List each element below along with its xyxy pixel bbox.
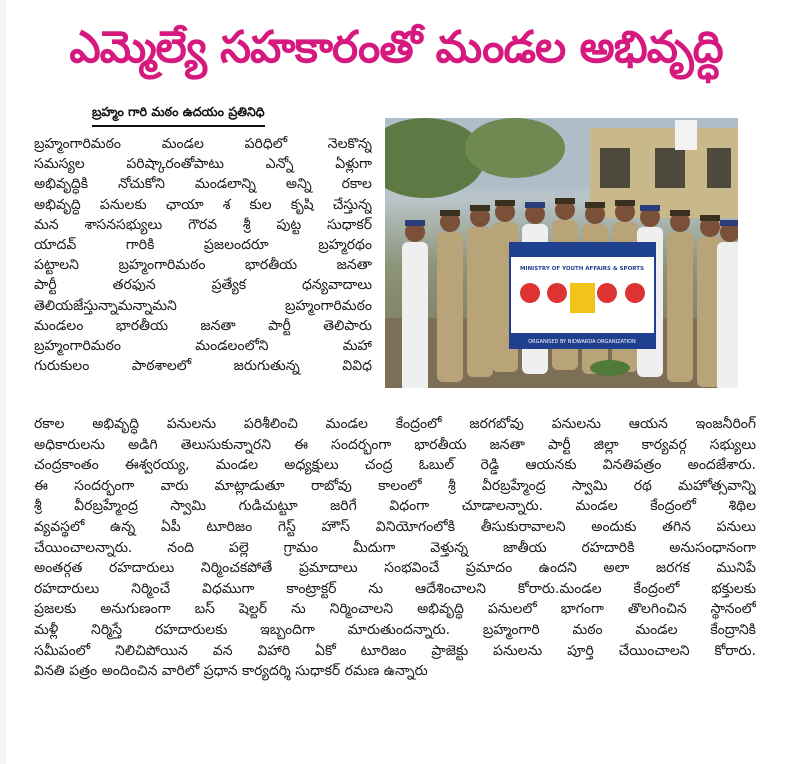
page-edge	[0, 0, 6, 764]
wide-line: ఈ సందర్భంగా వారు మాట్లాడుతూ రాబోవు కాలంలో శ్రీ వీరబ్రహ్మేంద్ర స్వామి రథ మహోత్సవాన్ని	[34, 477, 756, 494]
column-line: అభివృద్ధికి నోచుకోని మండలాన్ని అన్ని రకాల	[34, 176, 372, 193]
headline-box	[26, 12, 766, 94]
crowd-person	[467, 205, 493, 377]
photo-banner-icon-4	[625, 283, 645, 303]
wide-line: చంద్రకాంతం ఈశ్వరయ్య, మండల అధ్యక్షులు చంద్ర ఓబుల్ రెడ్డి ఆయనకు వినతిపత్రం అందజేశారు.	[34, 457, 756, 474]
column-line: బ్రహ్మంగారిమఠం మండల పరిధిలో నెలకొన్న	[34, 136, 372, 152]
wide-line: రకాల అభివృద్ధి పనులను పరిశీలించి మండల కేంద్రంలో జరగబోవు పనులను ఆయన ఇంజనీరింగ్	[34, 416, 756, 432]
column-line: పట్టాలని బ్రహ్మంగారిమఠం భారతీయ జనతా	[34, 257, 372, 274]
photo-window-1	[600, 148, 630, 188]
photo-sign	[675, 120, 697, 150]
column-line: యాదవ్ గారికి ప్రజలందరూ బ్రహ్మరథం	[34, 237, 372, 254]
photo-window-3	[707, 148, 731, 188]
photo-plant	[590, 360, 630, 376]
photo-banner-line2: ORGANISED BY NIDWARDA ORGANIZATION	[528, 339, 636, 345]
crowd-person	[437, 210, 463, 382]
column-line: మండలం భారతీయ జనతా పార్టీ తెలిపారు	[34, 317, 372, 334]
wide-line: మళ్లీ నిర్మిస్తే రహదారులకు ఇబ్బందిగా మారుతుందన్నారు. బ్రహ్మంగారి మఠం మండల కేంద్రానికి	[34, 621, 756, 638]
wide-line: అంతర్గత రహదారులు నిర్మించకపోతే ప్రమాదాలు సంభవించే ప్రమాదం ఉందని అలా జరగక మునిపే	[34, 560, 756, 577]
byline: బ్రహ్మం గారి మఠం ఉదయం ప్రతినిధి	[92, 104, 265, 127]
crowd-person	[717, 220, 738, 388]
photo-illustration	[385, 118, 738, 388]
article-wide-text	[34, 414, 756, 682]
column-line: సమస్యల పరిష్కారంతోపాటు ఎన్నో ఏళ్లుగా	[34, 156, 372, 173]
wide-line: చేయించాలన్నారు. నంది పల్లె గ్రామం మీదుగా వెళ్తున్న జాతీయ రహదారికి అనుసంధానంగా	[34, 539, 756, 556]
column-line: పార్టీ తరఫున ప్రత్యేక ధన్యవాదాలు	[34, 277, 372, 294]
photo-banner-line1: MINISTRY OF YOUTH AFFAIRS & SPORTS	[520, 266, 644, 272]
column-line: బ్రహ్మంగారిమఠం మండలంలోని మహా	[34, 338, 372, 355]
wide-line: ప్రజలకు అనుగుణంగా బస్ షెల్టర్ ను నిర్మించాలని అభివృద్ధి పనులలో భాగంగా తొలగించిన స్థానంలో	[34, 601, 756, 618]
column-line: మన శాసనసభ్యులు గౌరవ శ్రీ పుట్ట సుధాకర్	[34, 216, 372, 233]
article-column	[34, 134, 372, 376]
headline-title: ఎమ్మెల్యే సహకారంతో మండల అభివృద్ధి	[69, 22, 723, 73]
crowd-person	[402, 220, 428, 388]
column-line: తెలియజేస్తున్నామన్నామని బ్రహ్మంగారిమఠం	[34, 297, 372, 314]
wide-line: శ్రీ వీరబ్రహ్మేంద్ర స్వామి గుడిచుట్టూ జరిగే విధంగా చూడాలన్నారు. మండల కేంద్రంలో శిథిల	[34, 498, 756, 515]
photo-tree-mid	[465, 118, 565, 178]
crowd-person	[667, 210, 693, 382]
column-line: అభివృద్ధి పనులకు ఛాయా శ కుల కృషి చేస్తున్న	[34, 196, 372, 213]
photo-banner-center	[570, 283, 595, 313]
wide-line: వినతి పత్రం అందించిన వారిలో ప్రధాన కార్యదర్శి సుధాకర్ రమణ ఉన్నారు	[34, 663, 428, 680]
column-line: గురుకులం పాఠశాలలో జరుగుతున్న వివిధ	[34, 358, 372, 375]
wide-line: రహదారులు నిర్మించే విధముగా కాంట్రాక్టర్ ను ఆదేశించాలని కోరారు.మండల కేంద్రంలో భక్తులకు	[34, 580, 756, 597]
wide-line: అధికారులను అడిగి తెలుసుకున్నారని ఈ సందర్భంగా భారతీయ జనతా పార్టీ జిల్లా కార్యవర్గ సభ్యులు	[34, 436, 756, 453]
photo-banner-icon-3	[597, 283, 617, 303]
photo-banner-icon-1	[520, 283, 540, 303]
news-photo	[385, 118, 738, 388]
wide-line: వ్యవస్థలో ఉన్న ఏపీ టూరిజం గెస్ట్ హౌస్ వినియోగంలోకి తీసుకురావాలని అందుకు తగిన పనులు	[34, 518, 756, 535]
wide-line: సమీపంలో నిలిచిపోయిన వన విహారి ఏకో టూరిజం ప్రాజెక్టు పనులను పూర్తి చేయించాలని కోరారు.	[34, 642, 756, 659]
photo-banner-icon-2	[547, 283, 567, 303]
photo-banner-top	[510, 243, 655, 257]
photo-window-2	[655, 148, 685, 188]
